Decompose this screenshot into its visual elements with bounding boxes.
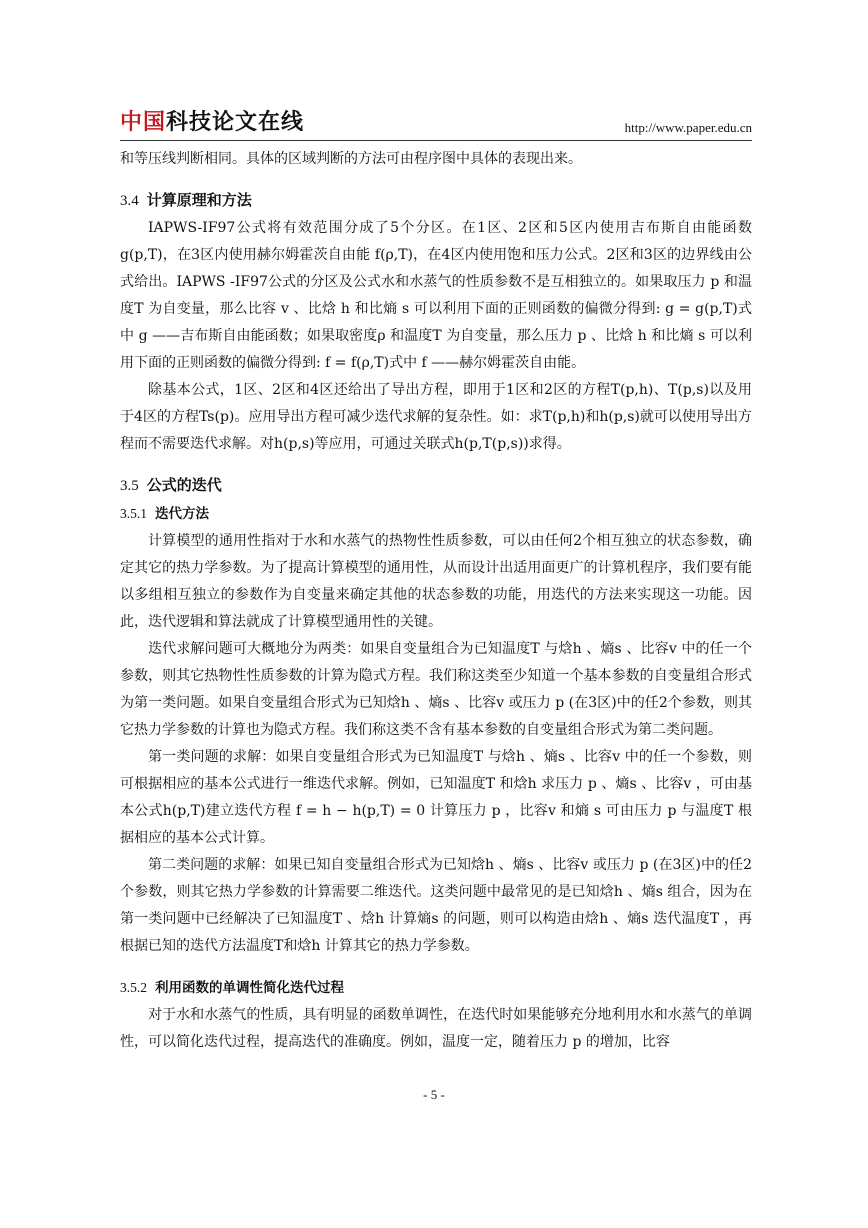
paragraph: 第二类问题的求解：如果已知自变量组合形式为已知焓h 、熵s 、比容v 或压力 p (在3区)中的任2个参数，则其它热力学参数的计算需要二维迭代。这类问题中最常见的是已知焓h 、熵s 组合，因为在第一类问题中已经解决了已知温度T 、焓h 计算熵s 的问题，则可以构造由焓h 、熵s 迭代温度T ，再根据已知的迭代方法温度T和焓h 计算其它的热力学参数。 bbox=[120, 857, 752, 954]
page-body bbox=[120, 146, 752, 1056]
paragraph-continued: 和等压线判断相同。具体的区域判断的方法可由程序图中具体的表现出来。 bbox=[120, 151, 582, 167]
subsection-heading-3-5-1 bbox=[120, 500, 752, 528]
paragraph: 除基本公式，1区、2区和4区还给出了导出方程，即用于1区和2区的方程T(p,h)、T(p,s)以及用于4区的方程Ts(p)。应用导出方程可减少迭代求解的复杂性。如：求T(p,h)和h(p,s)就可以使用导出方程而不需要迭代求解。对h(p,s)等应用，可通过关联式h(p,T(p,s))求得。 bbox=[120, 382, 752, 452]
subsection-heading-3-5-2 bbox=[120, 974, 752, 1002]
section-title: 公式的迭代 bbox=[146, 476, 222, 494]
page-header bbox=[120, 110, 752, 141]
paragraph: 迭代求解问题可大概地分为两类：如果自变量组合为已知温度T 与焓h 、熵s 、比容v 中的任一个参数，则其它热物性性质参数的计算为隐式方程。我们称这类至少知道一个基本参数的自变量组合形式为第一类问题。如果自变量组合形式为已知焓h 、熵s 、比容v 或压力 p (在3区)中的任2个参数，则其它热力学参数的计算也为隐式方程。我们称这类不含有基本参数的自变量组合形式为第二类问题。 bbox=[120, 641, 752, 738]
paragraph: 计算模型的通用性指对于水和水蒸气的热物性性质参数，可以由任何2个相互独立的状态参数，确定其它的热力学参数。为了提高计算模型的通用性，从而设计出适用面更广的计算机程序，我们要有能以多组相互独立的参数作为自变量来确定其他的状态参数的功能，用迭代的方法来实现这一功能。因此，迭代逻辑和算法就成了计算模型通用性的关键。 bbox=[120, 533, 752, 630]
subsection-title: 迭代方法 bbox=[155, 506, 209, 522]
section-title: 计算原理和方法 bbox=[146, 191, 252, 209]
section-number: 3.4 bbox=[120, 193, 139, 209]
section-number: 3.5 bbox=[120, 478, 139, 494]
subsection-title: 利用函数的单调性简化迭代过程 bbox=[155, 980, 344, 996]
logo-black-text: 科技论文在线 bbox=[166, 110, 305, 135]
header-url: http://www.paper.edu.cn bbox=[624, 120, 752, 135]
subsection-number: 3.5.1 bbox=[120, 506, 147, 521]
journal-logo bbox=[120, 110, 304, 136]
paragraph: 第一类问题的求解：如果自变量组合形式为已知温度T 与焓h 、熵s 、比容v 中的任一个参数，则可根据相应的基本公式进行一维迭代求解。例如，已知温度T 和焓h 求压力 p 、熵s 、比容v ，可由基本公式h(p,T)建立迭代方程 f = h − h(p,T) = 0 计算压力 p ，比容v 和熵 s 可由压力 p 与温度T 根据相应的基本公式计算。 bbox=[120, 749, 752, 846]
paragraph: IAPWS-IF97公式将有效范围分成了5个分区。在1区、2区和5区内使用吉布斯自由能函数 g(p,T)，在3区内使用赫尔姆霍茨自由能 f(ρ,T)，在4区内使用饱和压力公式。2区和3区的边界线由公式给出。IAPWS -IF97公式的分区及公式水和水蒸气的性质参数不是互相独立的。如果取压力 p 和温度T 为自变量，那么比容 v 、比焓 h 和比熵 s 可以利用下面的正则函数的偏微分得到: g = g(p,T)式中 g ——吉布斯自由能函数；如果取密度ρ 和温度T 为自变量，那么压力 p 、比焓 h 和比熵 s 可以利用下面的正则函数的偏微分得到: f = f(ρ,T)式中 f ——赫尔姆霍茨自由能。 bbox=[120, 220, 752, 371]
logo-red-text: 中国 bbox=[120, 110, 167, 135]
section-heading-3-4 bbox=[120, 187, 752, 215]
page-number: - 5 - bbox=[423, 1087, 445, 1102]
subsection-number: 3.5.2 bbox=[120, 980, 147, 995]
section-heading-3-5 bbox=[120, 472, 752, 500]
paragraph: 对于水和水蒸气的性质，具有明显的函数单调性，在迭代时如果能够充分地利用水和水蒸气的单调性，可以简化迭代过程，提高迭代的准确度。例如，温度一定，随着压力 p 的增加，比容 bbox=[120, 1007, 752, 1050]
